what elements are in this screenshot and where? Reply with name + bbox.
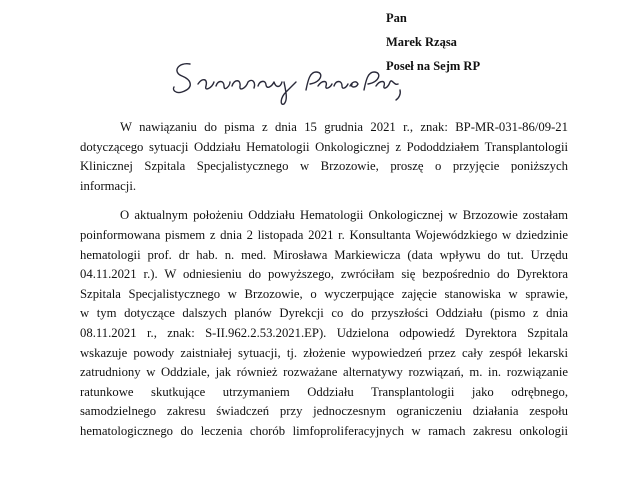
text-line: W nawiązaniu do pisma z dnia 15 grudnia 2021 r., znak: BP-MR-031-86/09-21	[120, 120, 568, 134]
text-line: dotyczącego sytuacji Oddziału Hematologii Onkologicznej z Pododdziałem Transplantologii	[80, 139, 568, 154]
addressee-position: Poseł na Sejm RP	[386, 59, 481, 73]
text-line: informacji.	[80, 178, 137, 193]
addressee-title: Pan	[386, 11, 407, 25]
text-line: Szpitala Specjalistycznego w Brzozowie, o wyczerpujące zajęcie stanowiska w sprawie,	[80, 286, 568, 301]
text-line: poinformowana pismem z dnia 2 listopada 2021 r. Konsultanta Wojewódzkiego w dziedzinie	[80, 227, 568, 242]
text-line: Klinicznej Szpitala Specjalistycznego w Brzozowie, proszę o przyjęcie poniższych	[80, 159, 568, 174]
handwritten-salutation-icon	[168, 52, 408, 112]
text-line: 08.11.2021 r., znak: S-II.962.2.53.2021.EP). Udzielona odpowiedź Dyrektora Szpitala	[80, 325, 568, 340]
letter-body	[80, 118, 568, 442]
text-line: w tym dotyczące dalszych planów Dyrekcji co do przyszłości Oddziału (pismo z dnia	[80, 306, 568, 321]
text-line: hematologicznego do leczenia chorób limfoproliferacyjnych w ramach zakresu onkologii	[80, 423, 568, 438]
text-line: O aktualnym położeniu Oddziału Hematologii Onkologicznej w Brzozowie zostałam	[120, 208, 568, 223]
paragraph-reference	[80, 118, 568, 196]
text-line: zatrudniony w Oddziale, jak również rozważane alternatywy rozwiązań, m. in. rozwiązanie	[80, 365, 568, 380]
text-line: hematologii prof. dr hab. n. med. Mirosława Markiewicza (data wpływu do tut. Urzędu	[80, 247, 568, 262]
addressee-name: Marek Rząsa	[386, 35, 457, 49]
text-line: wskazuje powody zaistniałej sytuacji, tj. złożenie wypowiedzeń przez cały zespół lekarski	[80, 345, 568, 360]
text-line: 04.11.2021 r.). W odniesieniu do powyższego, zwróciłam się bezpośrednio do Dyrektora	[80, 267, 568, 282]
text-line: samodzielnego zakresu świadczeń przy jednoczesnym ograniczeniu działania zespołu	[80, 404, 568, 419]
paragraph-situation	[80, 206, 568, 441]
handwritten-salutation	[168, 52, 408, 112]
text-line: ratunkowe skutkujące utrzymaniem Oddziału Transplantologii jako odrębnego,	[80, 384, 568, 399]
